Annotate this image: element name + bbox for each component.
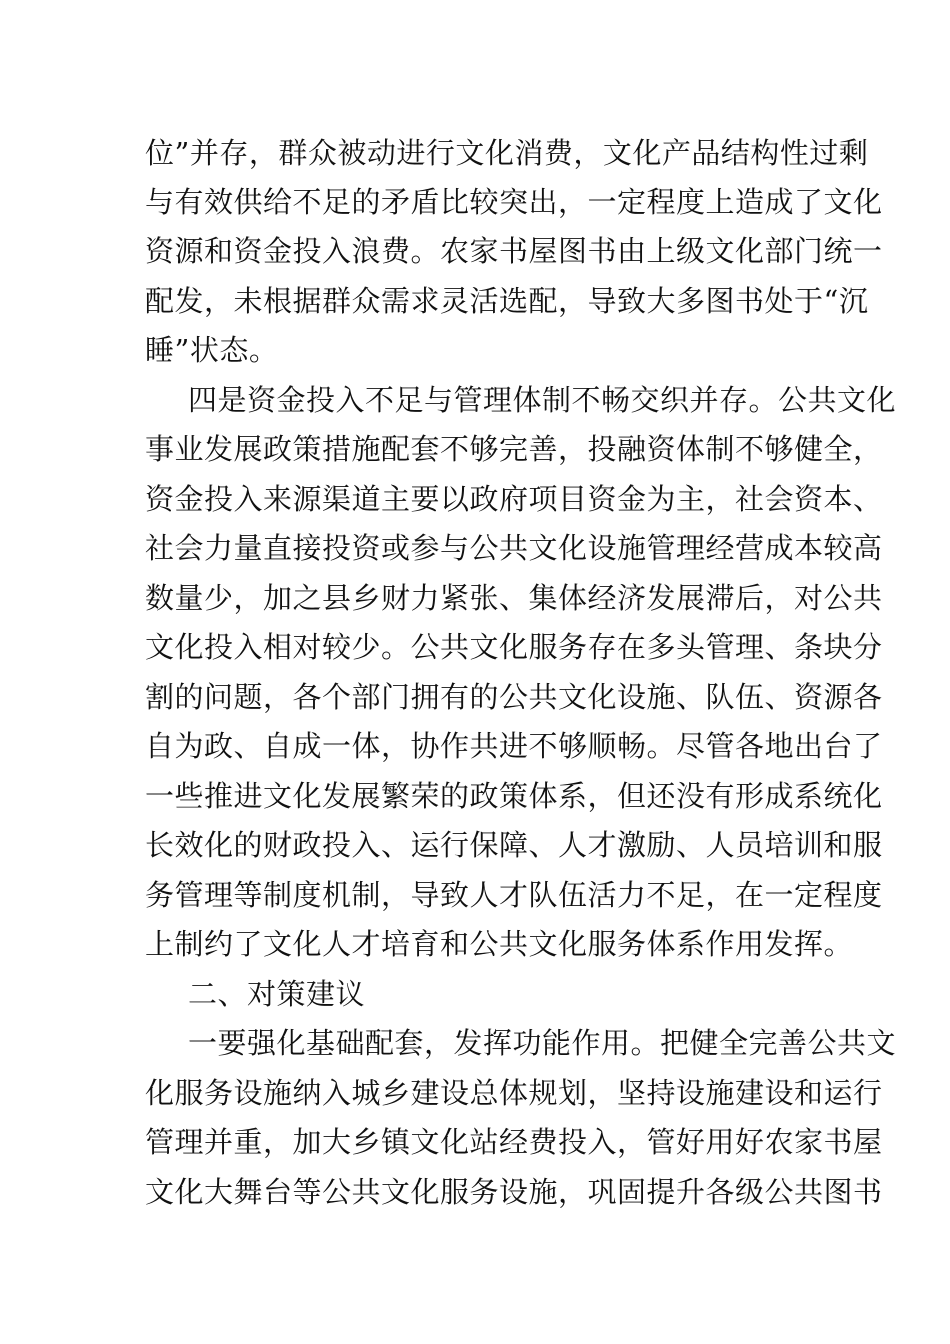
paragraph-start-line: 四是资金投入不足与管理体制不畅交织并存。公共文化 <box>188 383 897 417</box>
text-line: 割的问题，各个部门拥有的公共文化设施、队伍、资源各 <box>145 680 883 714</box>
text-line: 配发，未根据群众需求灵活选配，导致大多图书处于“沉 <box>145 284 869 318</box>
text-line: 一些推进文化发展繁荣的政策体系，但还没有形成系统化 <box>145 779 883 813</box>
text-line: 睡”状态。 <box>145 333 279 367</box>
text-line: 文化投入相对较少。公共文化服务存在多头管理、条块分 <box>145 630 883 664</box>
text-line: 数量少，加之县乡财力紧张、集体经济发展滞后，对公共 <box>145 581 883 615</box>
text-line: 资源和资金投入浪费。农家书屋图书由上级文化部门统一 <box>145 234 883 268</box>
text-line: 化服务设施纳入城乡建设总体规划，坚持设施建设和运行 <box>145 1076 883 1110</box>
paragraph-start-line: 一要强化基础配套，发挥功能作用。把健全完善公共文 <box>188 1026 897 1060</box>
text-line: 与有效供给不足的矛盾比较突出，一定程度上造成了文化 <box>145 185 883 219</box>
text-line: 位”并存，群众被动进行文化消费，文化产品结构性过剩 <box>145 136 869 170</box>
text-line: 事业发展政策措施配套不够完善，投融资体制不够健全， <box>145 432 883 466</box>
text-line: 资金投入来源渠道主要以政府项目资金为主，社会资本、 <box>145 482 883 516</box>
text-line: 上制约了文化人才培育和公共文化服务体系作用发挥。 <box>145 927 854 961</box>
text-line: 自为政、自成一体，协作共进不够顺畅。尽管各地出台了 <box>145 729 883 763</box>
text-line: 长效化的财政投入、运行保障、人才激励、人员培训和服 <box>145 828 883 862</box>
text-line: 社会力量直接投资或参与公共文化设施管理经营成本较高 <box>145 531 883 565</box>
text-line: 文化大舞台等公共文化服务设施，巩固提升各级公共图书 <box>145 1175 883 1209</box>
section-heading: 二、对策建议 <box>188 977 366 1011</box>
text-line: 务管理等制度机制，导致人才队伍活力不足，在一定程度 <box>145 878 883 912</box>
text-line: 管理并重，加大乡镇文化站经费投入，管好用好农家书屋 <box>145 1125 883 1159</box>
